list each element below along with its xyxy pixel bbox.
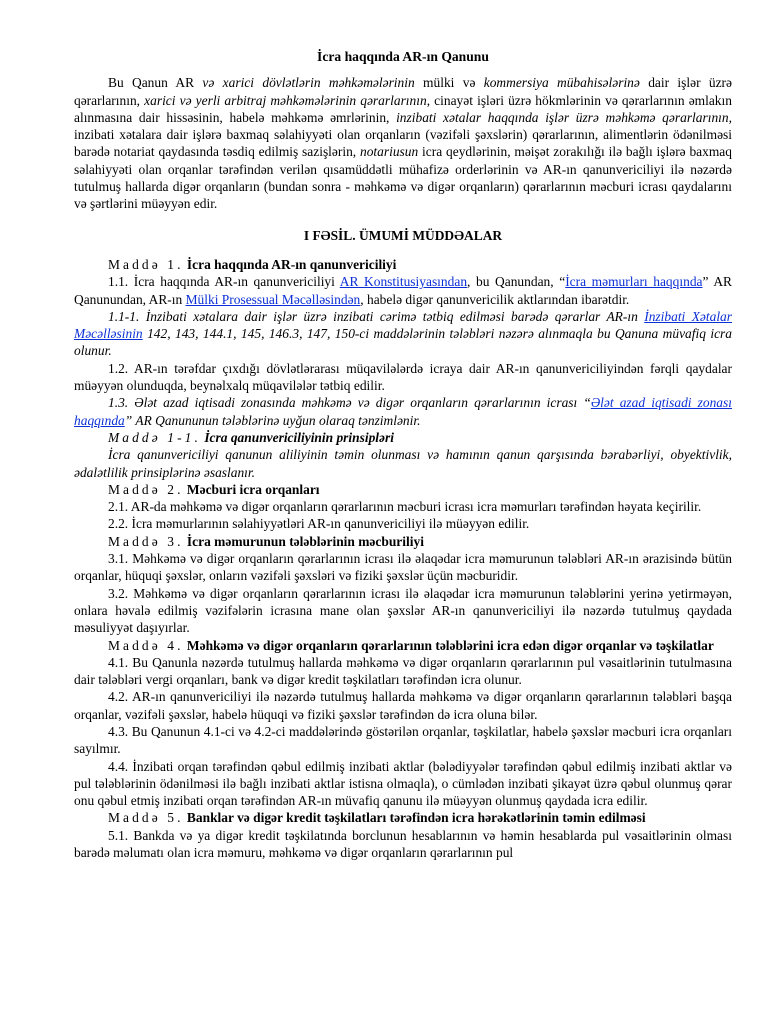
article-title: İcra məmurunun tələblərinin məcburiliyi — [186, 533, 424, 549]
article-label: Maddə 4. — [108, 637, 184, 653]
article-3-paragraph-3-2: 3.2. Məhkəmə və digər orqanların qərarlarının icrası ilə əlaqədar icra məmurunun tələblərini yerinə yetirməyən, onlara həvalə edilmiş vəzifələrin icrasına mane olan şəxslər AR-ın qanunvericiliyi ilə nəzərdə tutulmuş qaydada məsuliyyət daşıyırlar. — [74, 585, 732, 636]
article-1-heading — [74, 256, 732, 273]
article-label: Maddə 2. — [108, 481, 184, 497]
intro-paragraph — [74, 74, 732, 212]
link-enforcement-officers-law[interactable]: İcra məmurları haqqında — [565, 274, 703, 290]
link-civil-procedure-code[interactable]: Mülki Prosessual Məcəlləsindən — [185, 291, 361, 307]
para-text: ” AR Qanununun tələblərinə uyğun olaraq tənzimlənir. — [124, 412, 421, 428]
article-1-1-heading — [74, 429, 732, 446]
article-1-paragraph-1-3 — [74, 394, 732, 429]
intro-text: inzibati xətalara dair işlərə baxmaq səlahiyyəti olan orqanların (vəzifəli şəxslərin) qərarlarının, alimentlərin ödənilməsi barədə notariat qaydasında təsdiq edilmiş sazişlərin, — [74, 127, 732, 160]
article-label: Maddə 1-1. — [108, 429, 201, 445]
article-5-paragraph-5-1: 5.1. Bankda və ya digər kredit təşkilatında borclunun hesablarının və həmin hesablarda pul vəsaitlərinin olması barədə məlumatı olan icra məmuru, məhkəmə və digər orqanların qərarlarının pul — [74, 827, 732, 861]
intro-text: və xarici dövlətlərin məhkəmələrinin — [202, 75, 415, 91]
para-text: ” AR Qanunundan, AR-ın — [74, 274, 733, 307]
intro-text: , cinayət işləri üzrə hökmlərinin və qərarlarının əmlakın alınmasına dair hissəsinin, habelə məhkəmə əmrlərinin, — [74, 92, 732, 125]
article-1-paragraph-1-2: 1.2. AR-ın tərəfdar çıxdığı dövlətlərarası müqavilələrdə icraya dair AR-ın qanunvericiliyindən fərqli qaydalar müəyyən olunduqda, beynəlxalq müqavilələr tətbiq edilir. — [74, 360, 732, 394]
article-title: Məhkəmə və digər orqanların qərarlarının tələblərini icra edən digər orqanlar və təşkilatlar — [186, 637, 714, 653]
article-1-paragraph-1-1 — [74, 273, 732, 308]
article-1-paragraph-1-1-1 — [74, 308, 732, 360]
article-2-paragraph-2-2: 2.2. İcra məmurlarının səlahiyyətləri AR-ın qanunvericiliyi ilə müəyyən edilir. — [108, 516, 530, 532]
intro-text: mülki və — [414, 75, 484, 91]
para-text: 1.3. Ələt azad iqtisadi zonasında məhkəmə və digər orqanların qərarlarının icrası “ — [108, 395, 591, 411]
chapter-heading: I FƏSİL. ÜMUMİ MÜDDƏALAR — [303, 227, 503, 243]
article-title: Banklar və digər kredit təşkilatları tərəfindən icra hərəkətlərinin təmin edilməsi — [186, 810, 646, 826]
link-administrative-offenses-code[interactable]: İnzibati Xətalar Məcəlləsinin — [74, 308, 732, 342]
article-title: İcra haqqında AR-ın qanunvericiliyi — [186, 256, 397, 272]
article-2-heading — [74, 481, 732, 498]
article-4-paragraph-4-3: 4.3. Bu Qanunun 4.1-ci və 4.2-ci maddələrində göstərilən orqanlar, təşkilatlar, habelə şəxslər məcburi icra orqanları sayılmır. — [74, 723, 732, 757]
document-title: İcra haqqında AR-ın Qanunu — [317, 49, 489, 64]
para-text: 1.1-1. İnzibati xətalara dair işlər üzrə inzibati cərimə tətbiq edilməsi barədə qərarlar AR-ın — [108, 308, 645, 324]
intro-text: inzibati xətalar haqqında işlər üzrə məhkəmə qərarlarının, — [396, 109, 732, 125]
document-page — [74, 48, 732, 861]
para-text: , habelə digər qanunvericilik aktlarından ibarətdir. — [360, 291, 630, 307]
intro-text: kommersiya mübahisələrinə — [483, 75, 640, 91]
intro-text: notariusun — [359, 144, 419, 160]
article-3-paragraph-3-1: 3.1. Məhkəmə və digər orqanların qərarlarının icrası ilə əlaqədar icra məmurunun tələbləri AR-ın ərazisində bütün orqanlar, hüquqi şəxslər, onların vəzifəli şəxsləri və fiziki şəxslər üçün məcburidir. — [74, 551, 732, 584]
link-alat-free-economic-zone-law[interactable]: Ələt azad iqtisadi zonası haqqında — [74, 395, 732, 428]
article-4-heading — [74, 637, 732, 654]
article-5-heading — [74, 809, 732, 826]
intro-text: icra qeydlərinin, məişət zorakılığı ilə bağlı işlərə baxmaq səlahiyyəti olan orqanlar tərəfindən verilən qısamüddətli mühafizə orderlərinin və AR-ın qanunvericiliyi ilə nəzərdə tutulmuş hallarda digər orqanların (bundan sonra - məhkəmə və digər orqanların) qərarlarının məcburi icrası qaydalarını və şərtlərini müəyyən edir. — [74, 144, 732, 212]
article-title: İcra qanunvericiliyinin prinsipləri — [204, 429, 394, 445]
article-label: Maddə 1. — [108, 256, 184, 272]
article-title: Məcburi icra orqanları — [186, 481, 320, 497]
article-4-paragraph-4-1: 4.1. Bu Qanunla nəzərdə tutulmuş hallarda məhkəmə və digər orqanların qərarlarının pul vəsaitlərinin tutulmasına dair tələbləri vergi orqanları, bank və digər kredit təşkilatları tərəfindən icra olunur. — [74, 654, 732, 688]
article-1-1-paragraph: İcra qanunvericiliyi qanunun aliliyinin təmin olunması və hamının qanun qarşısında bərabərliyi, obyektivlik, ədalətlilik prinsiplərinə əsaslanır. — [74, 447, 732, 480]
article-4-paragraph-4-4: 4.4. İnzibati orqan tərəfindən qəbul edilmiş inzibati aktlar (bələdiyyələr tərəfindən qəbul edilmiş inzibati aktlar və pul tələblərinin ödənilməsi ilə bağlı inzibati aktlar istisna olmaqla), o cümlədən inzibati şikayət üzrə qəbul olunmuş qərar onu qəbul etmiş inzibati orqan tərəfindən AR-ın müvafiq qanunu ilə müəyyən olunmuş qaydada icra edilir. — [74, 758, 732, 809]
article-label: Maddə 5. — [108, 810, 184, 826]
intro-text: Bu Qanun AR — [108, 75, 203, 91]
para-text: 1.1. İcra haqqında AR-ın qanunvericiliyi — [108, 274, 340, 290]
para-text: 142, 143, 144.1, 145, 146.3, 147, 150-ci maddələrinin tələbləri nəzərə alınmaqla bu Qanuna müvafiq icra olunur. — [74, 326, 732, 359]
intro-text: xarici və yerli arbitraj məhkəmələrinin qərarlarının — [144, 92, 427, 108]
para-text: , bu Qanundan, “ — [467, 274, 566, 290]
article-4-paragraph-4-2: 4.2. AR-ın qanunvericiliyi ilə nəzərdə tutulmuş hallarda məhkəmə və digər orqanların qərarlarının tələbləri başqa orqanlar, vəzifəli şəxslər, habelə hüquqi və fiziki şəxslər tərəfindən də icra oluna bilər. — [74, 689, 732, 722]
link-constitution[interactable]: AR Konstitusiyasından — [339, 274, 468, 290]
intro-text: dair işlər üzrə qərarlarının, — [74, 75, 732, 108]
article-3-heading — [74, 533, 732, 550]
article-label: Maddə 3. — [108, 533, 184, 549]
article-2-paragraph-2-1: 2.1. AR-da məhkəmə və digər orqanların qərarlarının məcburi icrası icra məmurları tərəfindən həyata keçirilir. — [108, 499, 702, 515]
